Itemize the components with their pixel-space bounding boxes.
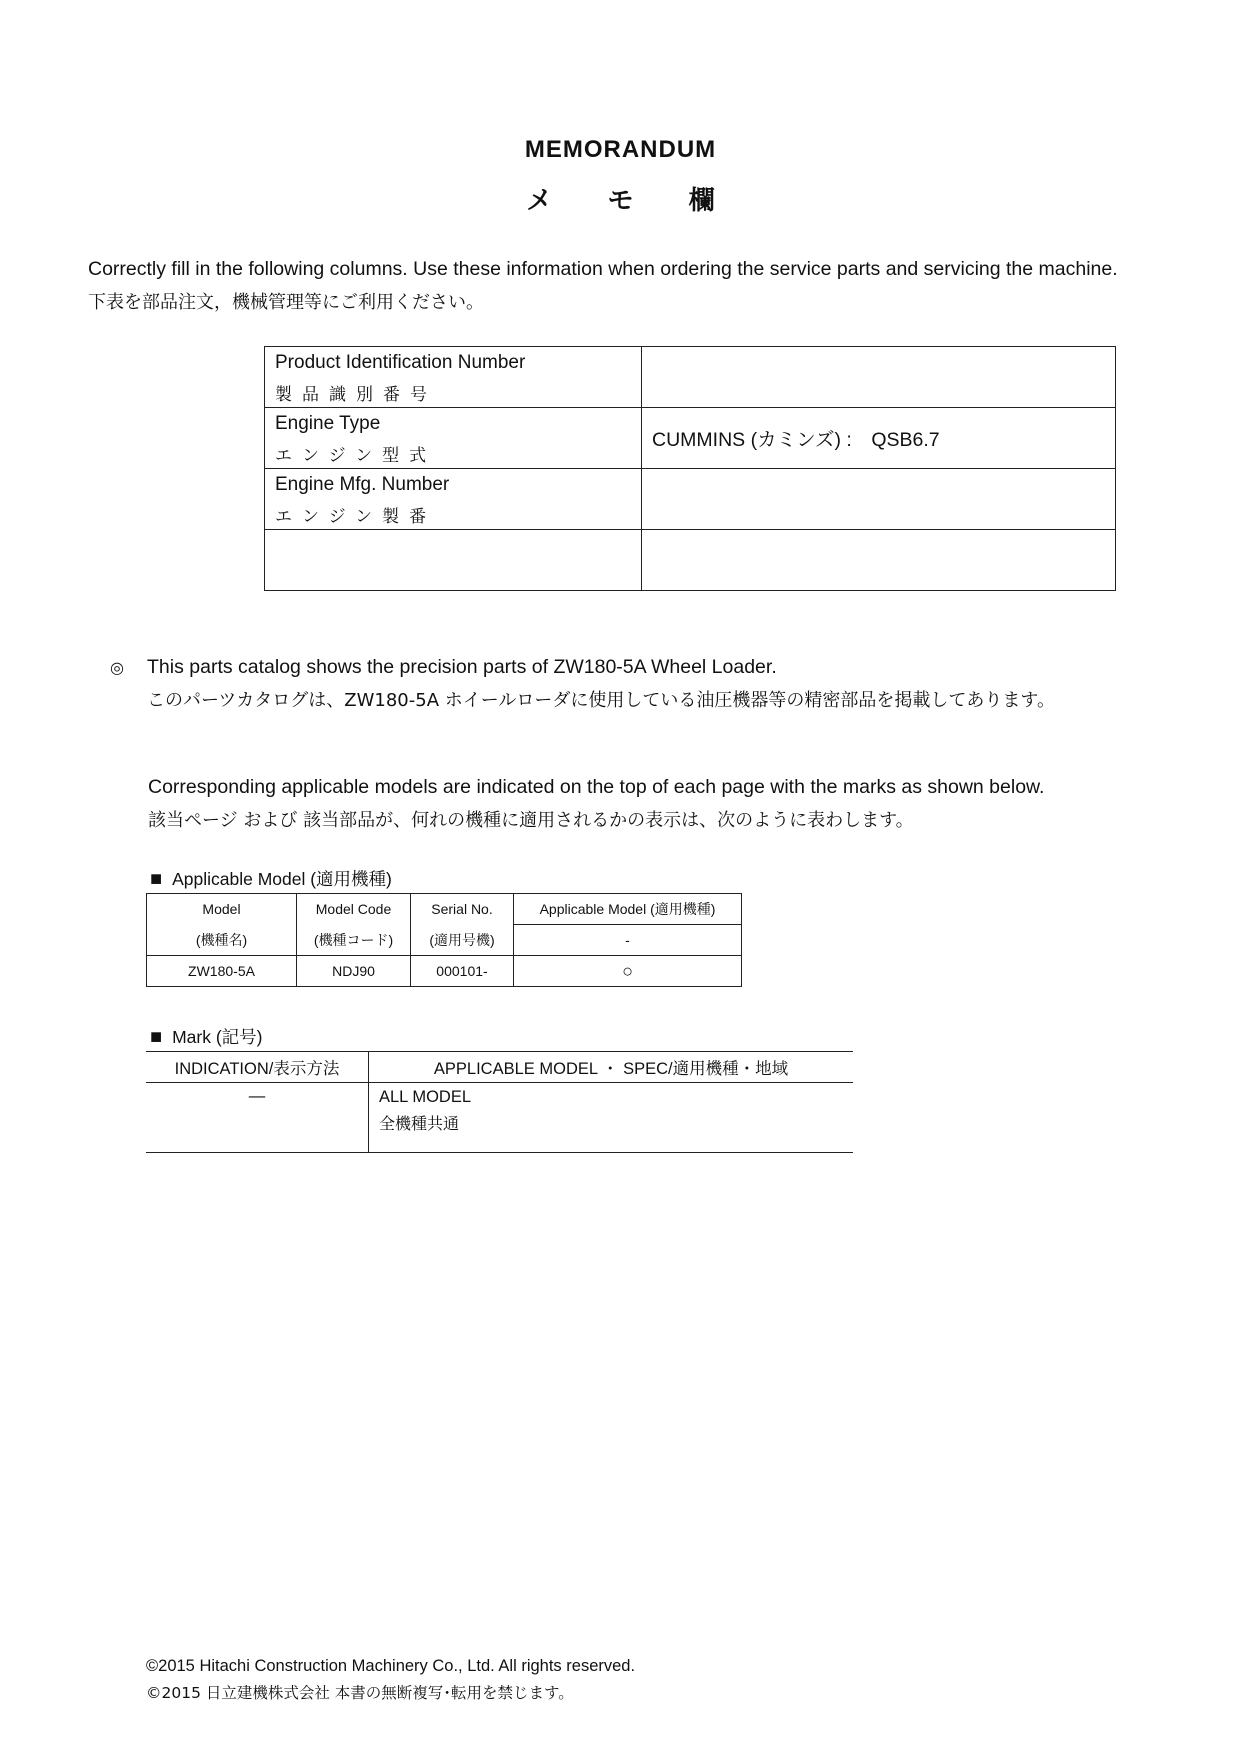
copyright-jp: ©2015 日立建機株式会社 本書の無断複写･転用を禁じます。 (146, 1684, 574, 1702)
memo-label-cell[interactable] (265, 530, 642, 591)
header-model-code: Model Code (297, 894, 411, 925)
copyright-en: ©2015 Hitachi Construction Machinery Co., Ltd. All rights reserved. (146, 1657, 636, 1675)
header-applicable: Applicable Model (適用機種) (514, 894, 742, 925)
cell-model-code: NDJ90 (297, 956, 411, 987)
cell-applicable-en: ALL MODEL (379, 1088, 472, 1106)
page-subtitle: メ モ 欄 (526, 185, 715, 215)
header-model-jp: (機種名) (147, 925, 297, 956)
cell-applicable-jp: 全機種共通 (379, 1114, 460, 1133)
memo-label-en: Engine Type (275, 413, 381, 434)
table-row (146, 1083, 853, 1153)
applicability-note-en: Corresponding applicable models are indicated on the top of each page with the marks as shown below. (148, 776, 1045, 798)
cell-applicable-spec (369, 1083, 854, 1153)
table-row (147, 956, 742, 987)
mark-heading (150, 1024, 263, 1049)
table-header-row-jp (147, 925, 742, 956)
mark-table (146, 1051, 853, 1153)
header-indication: INDICATION/表示方法 (146, 1052, 369, 1083)
memo-row-engine-type (265, 408, 1116, 469)
applicable-model-heading-text: Applicable Model (適用機種) (172, 869, 392, 889)
catalog-note-jp: このパーツカタログは、ZW180-5A ホイールローダに使用している油圧機器等の精密部品を掲載してあります。 (147, 690, 1055, 711)
catalog-note-en: This parts catalog shows the precision parts of ZW180-5A Wheel Loader. (147, 656, 777, 678)
header-model-code-jp: (機種コード) (297, 925, 411, 956)
header-serial-jp: (適用号機) (411, 925, 514, 956)
applicability-note-jp: 該当ページ および 該当部品が、何れの機種に適用されるかの表示は、次のように表わします。 (148, 810, 914, 831)
header-applicable-sub: - (514, 925, 742, 956)
memo-row-engine-mfg (265, 469, 1116, 530)
square-bullet-icon: ■ (150, 868, 163, 890)
double-circle-icon: ◎ (110, 660, 124, 677)
memo-value-product-id[interactable] (642, 347, 1116, 408)
mark-heading-text: Mark (記号) (172, 1027, 263, 1047)
memo-label-en: Engine Mfg. Number (275, 474, 450, 495)
memo-row-product-id (265, 347, 1116, 408)
memo-value-blank[interactable] (642, 530, 1116, 591)
intro-text-jp: 下表を部品注文，機械管理等にご利用ください。 (88, 292, 484, 313)
cell-model: ZW180-5A (147, 956, 297, 987)
memo-label-cell (265, 347, 642, 408)
memo-value-engine-mfg[interactable] (642, 469, 1116, 530)
memo-label-jp: エンジン製番 (275, 507, 437, 527)
cell-serial: 000101- (411, 956, 514, 987)
memo-label-en: Product Identification Number (275, 352, 526, 373)
memo-label-cell (265, 408, 642, 469)
header-applicable-spec: APPLICABLE MODEL ・ SPEC/適用機種・地域 (369, 1052, 854, 1083)
intro-text-en: Correctly fill in the following columns. Use these information when ordering the service parts and servicing the machine. (88, 258, 1118, 280)
cell-indication: — (146, 1083, 369, 1153)
header-model: Model (147, 894, 297, 925)
cell-applicable-mark: ○ (514, 956, 742, 987)
square-bullet-icon: ■ (150, 1026, 163, 1048)
memo-value-engine-type[interactable]: CUMMINS (カミンズ) : QSB6.7 (642, 408, 1116, 469)
applicable-model-heading (150, 866, 392, 891)
applicable-model-table (146, 893, 742, 987)
page-title: MEMORANDUM (524, 136, 717, 163)
memo-label-jp: エンジン型式 (275, 446, 437, 466)
header-serial: Serial No. (411, 894, 514, 925)
memo-row-blank (265, 530, 1116, 591)
table-header-row (146, 1052, 853, 1083)
memo-label-cell (265, 469, 642, 530)
memo-label-jp: 製品識別番号 (275, 385, 437, 405)
table-header-row (147, 894, 742, 925)
memo-table (264, 346, 1116, 591)
